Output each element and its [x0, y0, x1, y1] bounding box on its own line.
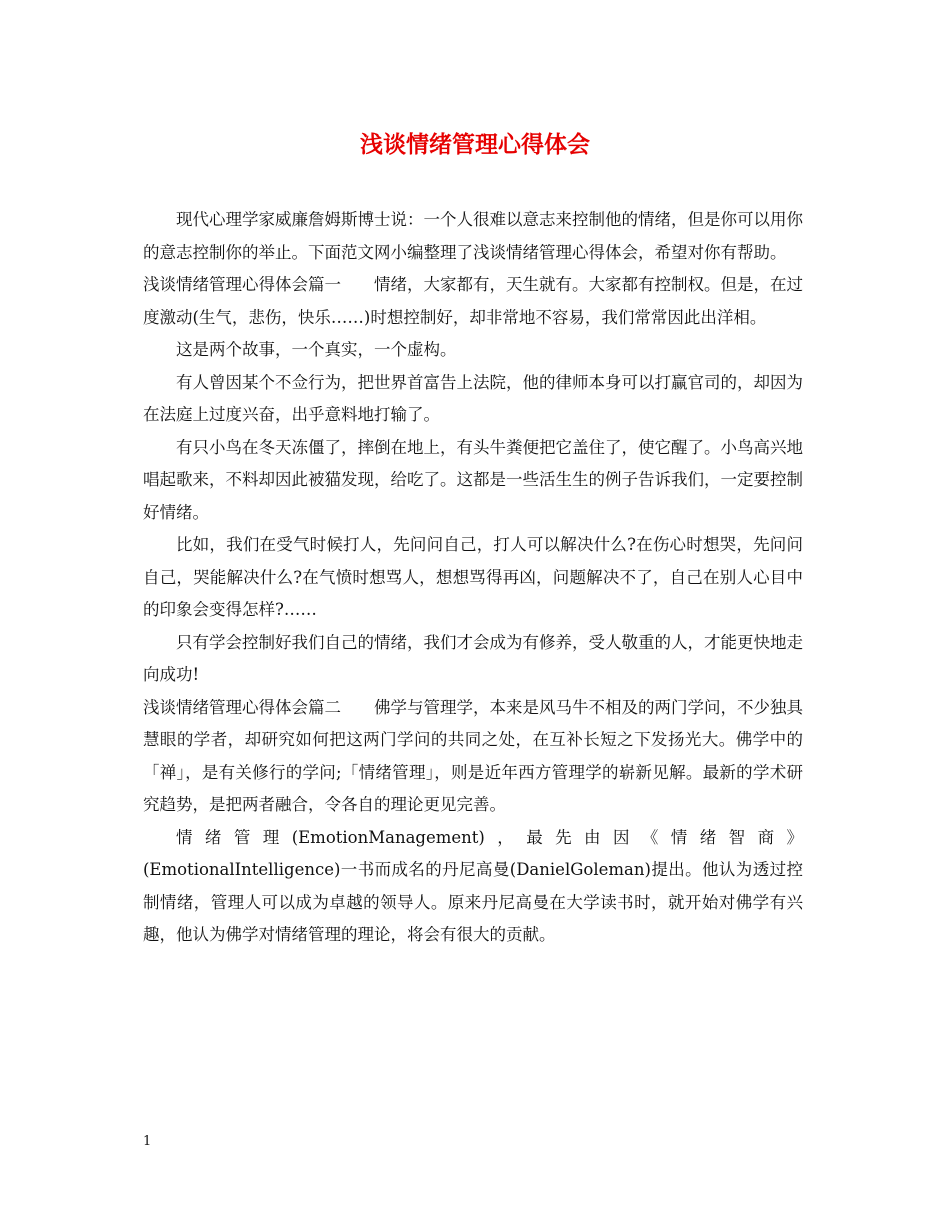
paragraph-intro: 现代心理学家威廉詹姆斯博士说：一个人很难以意志来控制他的情绪，但是你可以用你的意志控制你的举止。下面范文网小编整理了浅谈情绪管理心得体会，希望对你有帮助。 — [143, 210, 803, 262]
paragraph-bird-story: 有只小鸟在冬天冻僵了，摔倒在地上，有头牛粪便把它盖住了，使它醒了。小鸟高兴地唱起歌来，不料却因此被猫发现，给吃了。这都是一些活生生的例子告诉我们，一定要控制好情绪。 — [143, 437, 803, 522]
page-number: 1 — [143, 1134, 152, 1149]
paragraph-emotion-management-heading: 情绪管理(EmotionManagement)，最先由因《情绪智商》 — [176, 827, 803, 847]
paragraph-section-one: 浅谈情绪管理心得体会篇一 情绪，大家都有，天生就有。大家都有控制权。但是，在过度激动(生气，悲伤，快乐……)时想控制好，却非常地不容易，我们常常因此出洋相。 — [143, 275, 803, 327]
paragraph-questions: 比如，我们在受气时候打人，先问问自己，打人可以解决什么?在伤心时想哭，先问问自己，哭能解决什么?在气愤时想骂人，想想骂得再凶，问题解决不了，自己在别人心目中的印象会变得怎样?…… — [143, 535, 803, 619]
paragraph-two-stories: 这是两个故事，一个真实，一个虚构。 — [176, 340, 457, 359]
paragraph-lawsuit-story: 有人曾因某个不佥行为，把世界首富告上法院，他的律师本身可以打赢官司的，却因为在法庭上过度兴奋，出乎意料地打输了。 — [143, 372, 803, 424]
paragraph-conclusion: 只有学会控制好我们自己的情绪，我们才会成为有修养，受人敬重的人，才能更快地走向成功! — [143, 632, 803, 684]
document-title: 浅谈情绪管理心得体会 — [360, 132, 590, 158]
paragraph-goleman: (EmotionalIntelligence)一书而成名的丹尼高曼(DanielGoleman)提出。他认为透过控制情绪，管理人可以成为卓越的领导人。原来丹尼高曼在大学读书时，就开始对佛学有兴趣，他认为佛学对情绪管理的理论，将会有很大的贡献。 — [143, 860, 803, 944]
document-body — [143, 204, 803, 952]
paragraph-section-two: 浅谈情绪管理心得体会篇二 佛学与管理学，本来是风马牛不相及的两门学问，不少独具慧眼的学者，却研究如何把这两门学问的共同之处，在互补长短之下发扬光大。佛学中的「禅」，是有关修行的学问;「情绪管理」，则是近年西方管理学的崭新见解。最新的学术研究趋势，是把两者融合，令各自的理论更见完善。 — [143, 697, 803, 814]
